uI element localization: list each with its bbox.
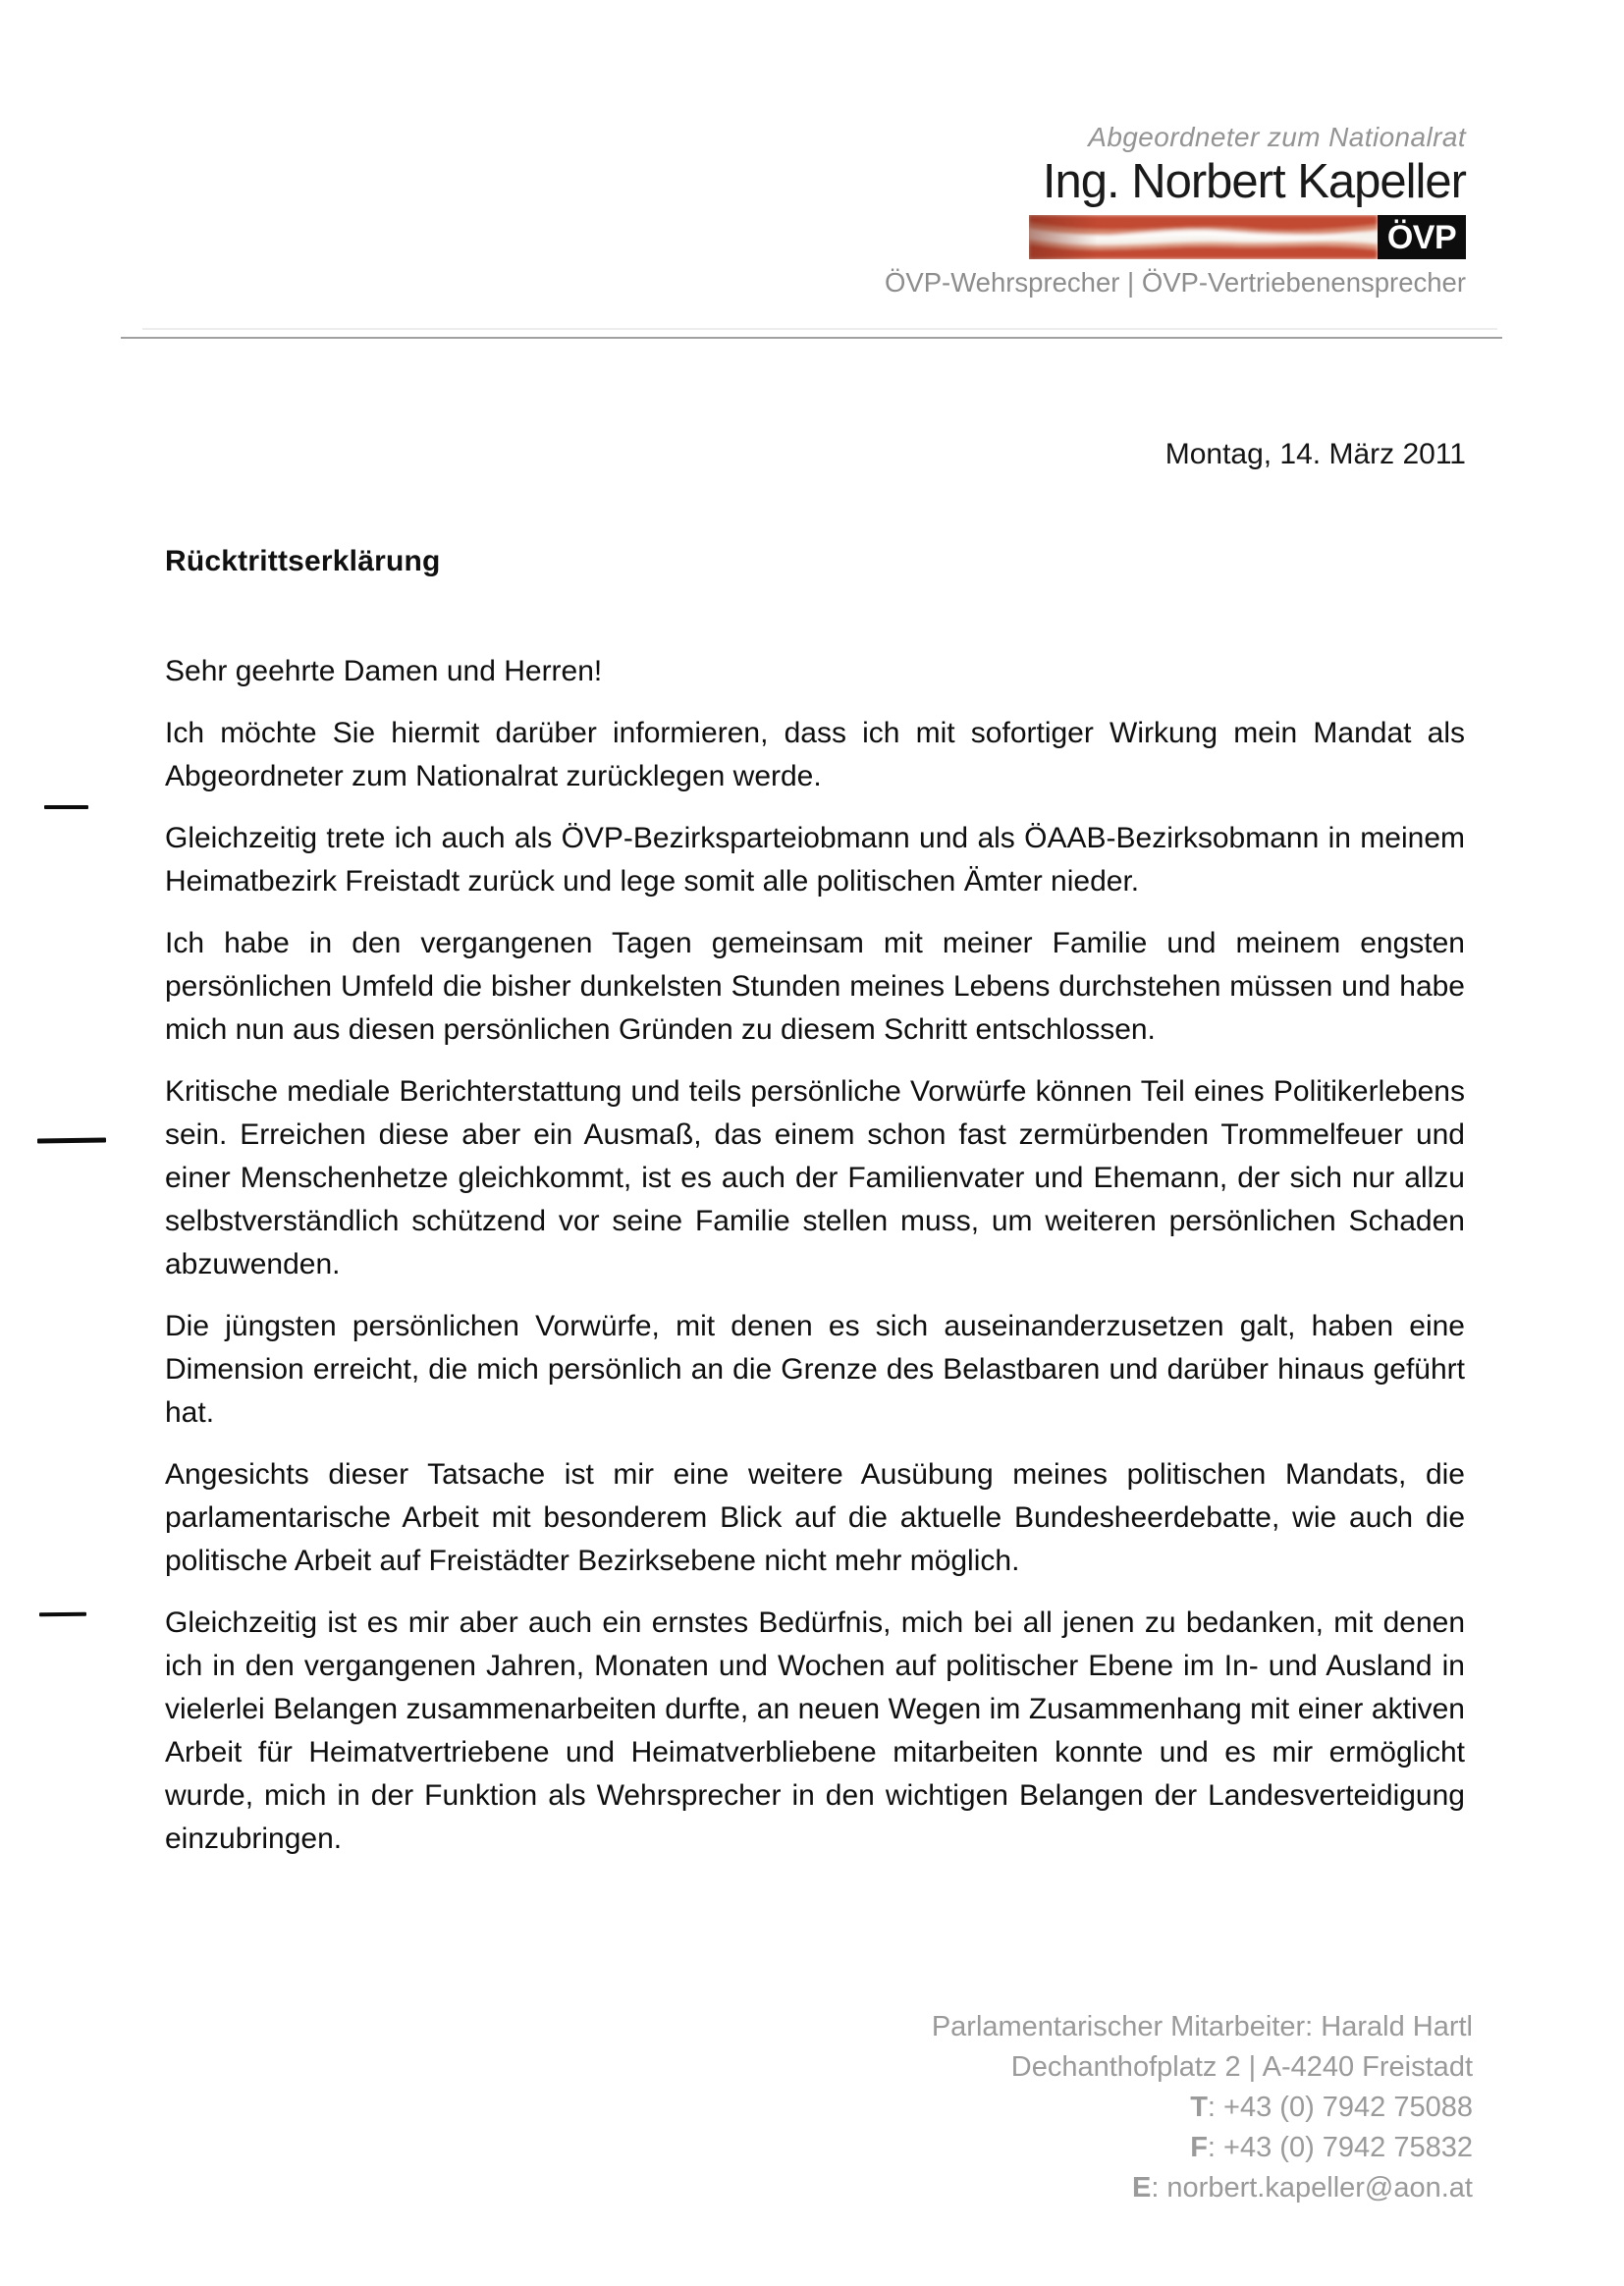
oevp-logo: ÖVP [1378, 215, 1466, 259]
letterhead-banner [1029, 215, 1466, 259]
body-paragraph: Kritische mediale Berichterstattung und teils persönliche Vorwürfe können Teil eines Politikerlebens sein. Erreichen diese aber ein Ausmaß, das einem schon fast zermürbenden Trommelfeuer und einer Menschenhetze gleichkommt, ist es auch der Familienvater und Ehemann, der sich nur allzu selbstverständlich schützend vor seine Familie stellen muss, um weiteren persönlichen Schaden abzuwenden. [165, 1075, 1465, 1280]
austria-flag-banner-icon [1029, 215, 1378, 259]
body-paragraph: Gleichzeitig ist es mir aber auch ein ernstes Bedürfnis, mich bei all jenen zu bedanken, mit denen ich in den vergangenen Jahren, Monaten und Wochen auf politischer Ebene im In- und Ausland in vielerlei Belangen zusammenarbeiten durfte, an neuen Wegen im Zusammenhang mit einer aktiven Arbeit für Heimatvertriebene und Heimatverbliebene mitarbeiten konnte und es mir ermöglicht wurde, mich in der Funktion als Wehrsprecher in den wichtigen Belangen der Landesverteidigung einzubringen. [165, 1606, 1465, 1855]
body-paragraph: Ich möchte Sie hiermit darüber informieren, dass ich mit sofortiger Wirkung mein Mandat als Abgeordneter zum Nationalrat zurücklegen werde. [165, 717, 1465, 792]
body-paragraph: Angesichts dieser Tatsache ist mir eine weitere Ausübung meines politischen Mandats, die parlamentarische Arbeit mit besonderem Blick auf die aktuelle Bundesheerdebatte, wie auch die politische Arbeit auf Freistädter Bezirksebene nicht mehr möglich. [165, 1458, 1465, 1577]
fold-mark [44, 805, 88, 809]
header-divider [121, 337, 1502, 339]
letter-body [165, 650, 1465, 1879]
subject-heading: Rücktrittserklärung [165, 545, 441, 577]
fold-mark [37, 1138, 106, 1144]
footer-line-address: Dechanthofplatz 2 | A-4240 Freistadt [1010, 2051, 1473, 2083]
header-divider-light [142, 328, 1497, 330]
footer-line-assistant: Parlamentarischer Mitarbeiter: Harald Hartl [931, 2011, 1473, 2042]
footer-contact [932, 2007, 1473, 2208]
footer-line-email: E: norbert.kapeller@aon.at [1131, 2172, 1473, 2204]
letterhead-subtitle: ÖVP-Wehrsprecher | ÖVP-Vertriebenensprecher [884, 267, 1466, 298]
fold-mark [39, 1612, 86, 1617]
letterhead-name: Ing. Norbert Kapeller [1042, 155, 1466, 208]
body-paragraph: Die jüngsten persönlichen Vorwürfe, mit denen es sich auseinanderzusetzen galt, haben eine Dimension erreicht, die mich persönlich an die Grenze des Belastbaren und darüber hinaus geführt hat. [165, 1310, 1465, 1429]
footer-line-phone: T: +43 (0) 7942 75088 [1190, 2092, 1473, 2123]
letterhead [885, 124, 1466, 297]
body-paragraph: Gleichzeitig trete ich auch als ÖVP-Bezirksparteiobmann und als ÖAAB-Bezirksobmann in meinem Heimatbezirk Freistadt zurück und lege somit alle politischen Ämter nieder. [165, 822, 1465, 898]
body-paragraph: Ich habe in den vergangenen Tagen gemeinsam mit meiner Familie und meinem engsten persönlichen Umfeld die bisher dunkelsten Stunden meines Lebens durchstehen müssen und habe mich nun aus diesen persönlichen Gründen zu diesem Schritt entschlossen. [165, 927, 1465, 1046]
letterhead-role: Abgeordneter zum Nationalrat [1088, 122, 1466, 152]
date-line: Montag, 14. März 2011 [1164, 438, 1466, 470]
footer-line-fax: F: +43 (0) 7942 75832 [1190, 2132, 1473, 2163]
salutation: Sehr geehrte Damen und Herren! [165, 655, 603, 687]
